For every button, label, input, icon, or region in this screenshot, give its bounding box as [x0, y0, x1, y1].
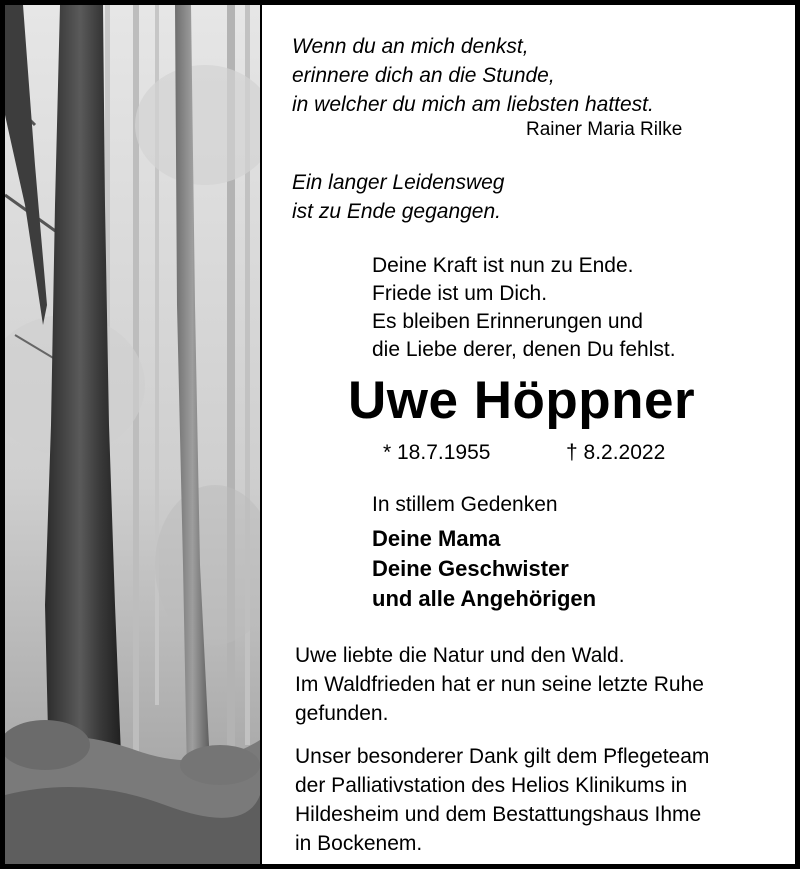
paragraph-line: Uwe liebte die Natur und den Wald. — [295, 644, 625, 667]
forest-photo-icon — [5, 5, 262, 864]
birth-date: * 18.7.1955 — [383, 441, 491, 464]
nature-paragraph — [295, 641, 773, 728]
paragraph-line: gefunden. — [295, 702, 389, 725]
poem-line: in welcher du mich am liebsten hattest. — [292, 93, 654, 116]
death-date: † 8.2.2022 — [566, 441, 666, 464]
paragraph-line: Hildesheim und dem Bestattungshaus Ihme — [295, 803, 702, 826]
verse-line: die Liebe derer, denen Du fehlst. — [372, 338, 676, 361]
mourner: Deine Mama — [372, 526, 501, 551]
verse-line: Friede ist um Dich. — [372, 282, 548, 305]
lead-line: ist zu Ende gegangen. — [292, 200, 501, 223]
mourners-intro: In stillem Gedenken — [372, 493, 558, 516]
poem-line: erinnere dich an die Stunde, — [292, 64, 555, 87]
lead-line: Ein langer Leidensweg — [292, 171, 505, 194]
verse-line: Deine Kraft ist nun zu Ende. — [372, 254, 634, 277]
mourner: und alle Angehörigen — [372, 586, 597, 611]
verse — [372, 252, 676, 364]
mourner: Deine Geschwister — [372, 556, 569, 581]
paragraph-line: Im Waldfrieden hat er nun seine letzte Ruhe — [295, 673, 704, 696]
paragraph-line: der Palliativstation des Helios Klinikums in — [295, 774, 688, 797]
paragraph-line: Unser besonderer Dank gilt dem Pflegeteam — [295, 745, 710, 768]
poem-line: Wenn du an mich denkst, — [292, 35, 529, 58]
deceased-name: Uwe Höppner — [348, 371, 696, 430]
mourners-list — [372, 524, 596, 614]
poem-author: Rainer Maria Rilke — [526, 119, 683, 140]
thanks-paragraph — [295, 742, 773, 858]
paragraph-line: in Bockenem. — [295, 832, 423, 855]
poem — [292, 32, 654, 119]
verse-line: Es bleiben Erinnerungen und — [372, 310, 643, 333]
lead-text — [292, 168, 504, 226]
